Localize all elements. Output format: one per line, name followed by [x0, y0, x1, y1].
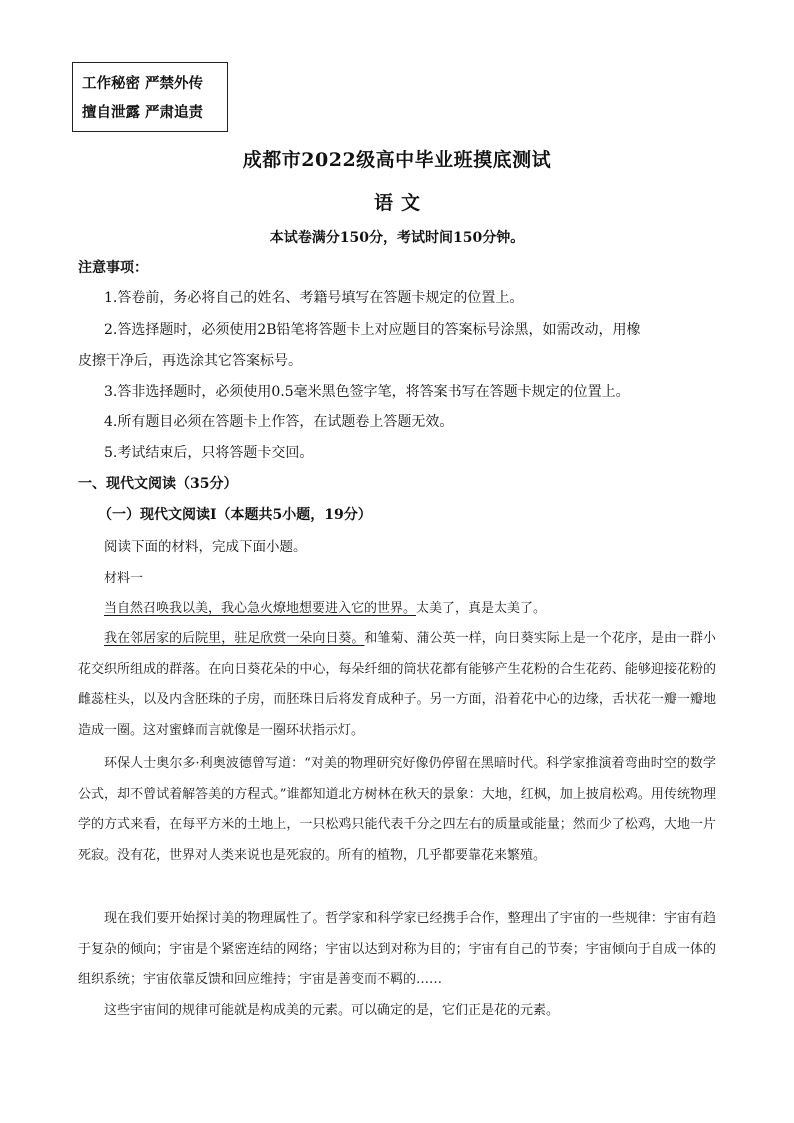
exam-meta: 本试卷满分150分，考试时间150分钟。 — [269, 230, 525, 246]
paragraph-1-rest: 太美了，真是太美了。 — [416, 601, 547, 616]
notice-item-1: 1.答卷前，务必将自己的姓名、考籍号填写在答题卡规定的位置上。 — [104, 290, 524, 306]
notice-item-2-cont: 皮擦干净后，再选涂其它答案标号。 — [78, 353, 302, 369]
notice-item-4: 4.所有题目必须在答题卡上作答，在试题卷上答题无效。 — [104, 414, 454, 430]
exam-subject: 语文 — [373, 192, 428, 214]
notice-item-2: 2.答选择题时，必须使用2B铅笔将答题卡上对应题目的答案标号涂黑，如需改动，用橡 — [104, 322, 641, 338]
confidential-box — [72, 62, 228, 132]
underlined-sentence-2: 我在邻居家的后院里，驻足欣赏一朵向日葵。 — [104, 631, 365, 646]
paragraph-5: 这些宇宙间的规律可能就是构成美的元素。可以确定的是，它们正是花的元素。 — [104, 1003, 560, 1018]
paragraph-2-rest: 和雏菊、蒲公英一样，向日葵实际上是一个花序，是由一群小花交织所组成的群落。在向日葵花朵的中心，每朵纤细的筒状花都有能够产生花粉的合生花药、能够迎接花粉的雌蕊柱头，以及内含胚珠的子房，而胚珠日后将发育成种子。另一方面，沿着花中心的边缘，舌状花一瓣一瓣地造成一圈。这对蜜蜂而言就像是一圈环状指示灯。 — [78, 631, 716, 738]
paragraph-2 — [78, 624, 716, 746]
material-label: 材料一 — [104, 571, 144, 586]
reading-instruction: 阅读下面的材料，完成下面小题。 — [104, 539, 307, 555]
paragraph-1 — [78, 594, 716, 625]
notice-item-5: 5.考试结束后，只将答题卡交回。 — [104, 445, 314, 461]
notice-item-3: 3.答非选择题时，必须使用0.5毫米黑色签字笔，将答案书写在答题卡规定的位置上。 — [104, 384, 630, 400]
underlined-sentence-1: 当自然召唤我以美，我心急火燎地想要进入它的世界。 — [104, 601, 417, 616]
confidential-line-1: 工作秘密 严禁外传 — [82, 75, 204, 92]
subsection-heading: （一）现代文阅读Ⅰ（本题共5小题，19分） — [98, 507, 372, 523]
section-heading: 一、现代文阅读（35分） — [78, 476, 238, 492]
notice-heading: 注意事项： — [78, 260, 148, 276]
exam-title: 成都市2022级高中毕业班摸底测试 — [242, 149, 552, 171]
confidential-line-2: 擅自泄露 严肃追责 — [82, 104, 204, 121]
paragraph-4: 现在我们要开始探讨美的物理属性了。哲学家和科学家已经携手合作，整理出了宇宙的一些规律：宇宙有趋于复杂的倾向；宇宙是个紧密连结的网络；宇宙以达到对称为目的；宇宙有自己的节奏；宇宙倾向于自成一体的组织系统；宇宙依靠反馈和回应维持；宇宙是善变而不羁的…… — [78, 911, 716, 987]
paragraph-3: 环保人士奥尔多·利奥波德曾写道：“对美的物理研究好像仍停留在黑暗时代。科学家推演着弯曲时空的数学公式，却不曾试着解答美的方程式。”谁都知道北方树林在秋天的景象：大地，红枫，加上披肩松鸡。用传统物理学的方式来看，在每平方米的土地上，一只松鸡只能代表千分之四左右的质量或能量；然而少了松鸡，大地一片死寂。没有花，世界对人类来说也是死寂的。所有的植物，几乎都要靠花来繁殖。 — [78, 756, 716, 863]
